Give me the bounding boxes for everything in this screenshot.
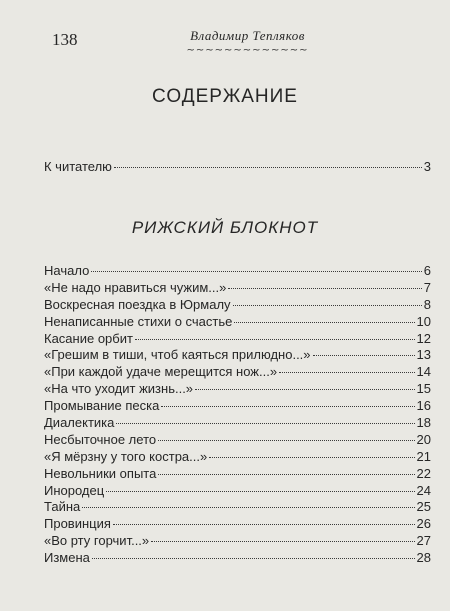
entry-title: «На что уходит жизнь...» — [44, 381, 194, 397]
entry-page: 20 — [416, 431, 431, 447]
entry-page: 7 — [423, 279, 431, 295]
running-head — [160, 28, 335, 56]
entry-page: 26 — [416, 516, 431, 532]
entry-title: Диалектика — [44, 415, 115, 431]
dot-leader — [92, 558, 415, 559]
entry-title: Воскресная поездка в Юрмалу — [44, 296, 231, 312]
dot-leader — [313, 355, 415, 356]
toc-entry — [44, 466, 431, 483]
entry-title: Промывание песка — [44, 398, 160, 414]
toc-entry — [44, 381, 431, 398]
entry-page: 3 — [423, 159, 431, 174]
toc-entry — [44, 331, 431, 348]
dot-leader — [114, 167, 422, 168]
entry-page: 15 — [416, 381, 431, 397]
author-name: Владимир Тепляков — [190, 28, 305, 43]
toc-entry — [44, 516, 431, 533]
entry-title: Тайна — [44, 499, 81, 515]
entry-title: Невольники опыта — [44, 465, 157, 481]
entry-page: 13 — [416, 347, 431, 363]
entry-title: «Не надо нравиться чужим...» — [44, 279, 227, 295]
dot-leader — [82, 507, 414, 508]
entry-page: 10 — [416, 313, 431, 329]
toc-entry — [44, 449, 431, 466]
toc-entry — [44, 432, 431, 449]
entry-page: 14 — [416, 364, 431, 380]
toc-entry-intro — [44, 158, 431, 175]
entry-title: Провинция — [44, 516, 111, 532]
toc-title: СОДЕРЖАНИЕ — [152, 86, 298, 107]
entry-page: 8 — [423, 296, 431, 312]
dot-leader — [106, 491, 414, 492]
page-number: 138 — [52, 30, 78, 49]
dot-leader — [233, 305, 422, 306]
entry-page: 18 — [416, 415, 431, 431]
dot-leader — [195, 389, 415, 390]
entry-page: 16 — [416, 398, 431, 414]
entry-title: Начало — [44, 263, 90, 278]
entry-page: 22 — [416, 465, 431, 481]
tilde-ornament: ~~~~~~~~~~~~~ — [186, 45, 309, 56]
entry-title: Измена — [44, 550, 90, 566]
dot-leader — [158, 474, 414, 475]
dot-leader — [209, 457, 414, 458]
dot-leader — [91, 271, 421, 272]
dot-leader — [116, 423, 414, 424]
dot-leader — [279, 372, 414, 373]
toc-entry — [44, 297, 431, 314]
toc-list — [44, 263, 431, 567]
entry-title: К читателю — [44, 159, 112, 174]
entry-title: Касание орбит — [44, 330, 133, 346]
dot-leader — [135, 339, 415, 340]
entry-page: 25 — [416, 499, 431, 515]
toc-entry — [44, 280, 431, 297]
dot-leader — [113, 524, 415, 525]
entry-title: Несбыточное лето — [44, 431, 157, 447]
toc-entry — [44, 314, 431, 331]
dot-leader — [161, 406, 414, 407]
toc-entry — [44, 483, 431, 500]
toc-entry — [44, 533, 431, 550]
entry-title: «Я мёрзну у того костра...» — [44, 448, 208, 464]
entry-page: 28 — [416, 550, 431, 566]
entry-title: «Грешим в тиши, чтоб каяться прилюдно...» — [44, 347, 311, 363]
entry-page: 27 — [416, 533, 431, 549]
toc-entry — [44, 263, 431, 280]
toc-entry — [44, 398, 431, 415]
section-title: РИЖСКИЙ БЛОКНОТ — [131, 218, 319, 237]
entry-title: «При каждой удаче мерещится нож...» — [44, 364, 278, 380]
dot-leader — [228, 288, 421, 289]
toc-entry — [44, 347, 431, 364]
entry-page: 24 — [416, 482, 431, 498]
dot-leader — [158, 440, 414, 441]
entry-page: 21 — [416, 448, 431, 464]
dot-leader — [151, 541, 414, 542]
entry-title: Ненаписанные стихи о счастье — [44, 313, 233, 329]
entry-page: 12 — [416, 330, 431, 346]
toc-entry — [44, 550, 431, 567]
toc-entry — [44, 499, 431, 516]
entry-title: Инородец — [44, 482, 105, 498]
dot-leader — [234, 322, 414, 323]
toc-entry — [44, 415, 431, 432]
entry-page: 6 — [423, 263, 431, 278]
entry-title: «Во рту горчит...» — [44, 533, 150, 549]
toc-entry — [44, 364, 431, 381]
